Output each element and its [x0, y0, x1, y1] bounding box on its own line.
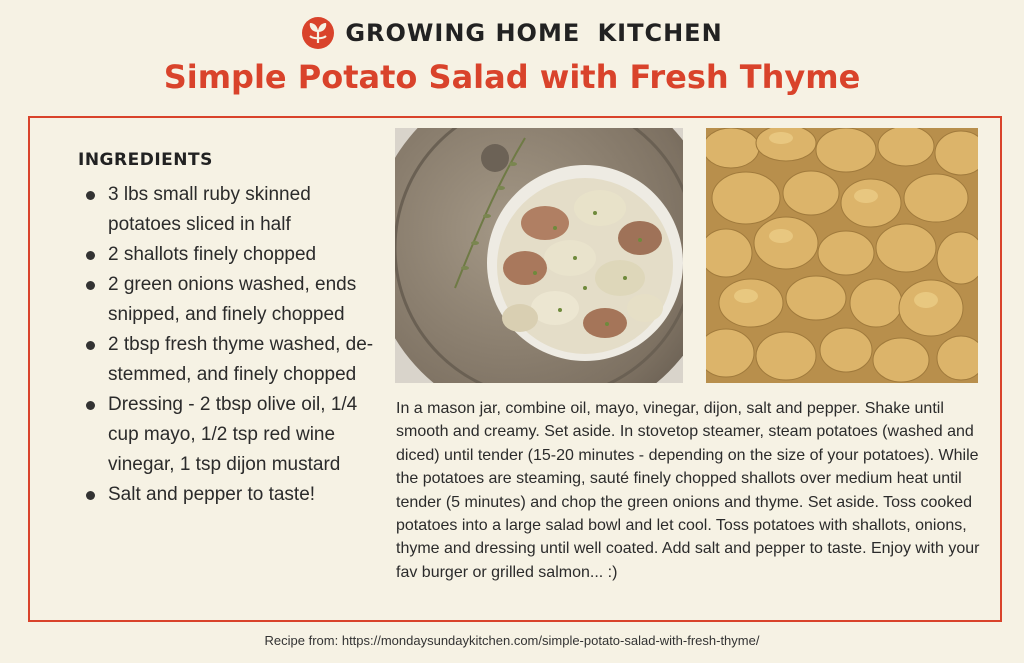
ingredient-item — [78, 390, 378, 480]
leaf-sprout-icon — [301, 16, 335, 50]
brand-header — [0, 16, 1024, 50]
ingredient-text: Salt and pepper to taste! — [108, 484, 316, 505]
brand-name — [345, 19, 722, 47]
raw-potatoes-illustration — [706, 128, 978, 383]
ingredient-item — [78, 270, 378, 330]
potato-salad-photo — [395, 128, 683, 383]
bullet-icon — [86, 401, 95, 410]
ingredient-text: 2 tbsp fresh thyme washed, de-stemmed, and finely chopped — [108, 334, 374, 385]
ingredient-item — [78, 480, 378, 510]
ingredient-item — [78, 180, 378, 240]
bullet-icon — [86, 191, 95, 200]
ingredient-text: Dressing - 2 tbsp olive oil, 1/4 cup mayo, 1/2 tsp red wine vinegar, 1 tsp dijon mustard — [108, 394, 358, 475]
ingredients-list — [78, 180, 378, 510]
potato-salad-illustration — [395, 128, 683, 383]
recipe-title: Simple Potato Salad with Fresh Thyme — [163, 58, 861, 96]
ingredient-text: 3 lbs small ruby skinned potatoes sliced in half — [108, 184, 311, 235]
ingredient-item — [78, 240, 378, 270]
directions-text: In a mason jar, combine oil, mayo, vinegar, dijon, salt and pepper. Shake until smooth and creamy. Set aside. In stovetop steamer, steam potatoes (washed and diced) until tender (15-20 minutes - depending on the size of your potatoes). While the potatoes are steaming, sauté finely chopped shallots over medium heat until tender (5 minutes) and chop the green onions and thyme. Set aside. Toss cooked potatoes into a large salad bowl and let cool. Toss potatoes with shallots, onions, thyme and dressing until well coated. Add salt and pepper to taste. Enjoy with your fav burger or grilled salmon... :) — [396, 400, 980, 581]
bullet-icon — [86, 491, 95, 500]
ingredient-text: 2 green onions washed, ends snipped, and finely chopped — [108, 274, 357, 325]
ingredients-heading: INGREDIENTS — [78, 150, 213, 170]
recipe-source: Recipe from: https://mondaysundaykitchen.com/simple-potato-salad-with-fresh-thyme/ — [264, 633, 760, 648]
ingredient-item — [78, 330, 378, 390]
ingredients-section — [78, 150, 378, 510]
brand-name-part2: KITCHEN — [597, 19, 723, 47]
raw-potatoes-photo — [706, 128, 978, 383]
bullet-icon — [86, 281, 95, 290]
bullet-icon — [86, 251, 95, 260]
brand-name-part1: GROWING HOME — [345, 19, 581, 47]
bullet-icon — [86, 341, 95, 350]
ingredient-text: 2 shallots finely chopped — [108, 244, 317, 265]
